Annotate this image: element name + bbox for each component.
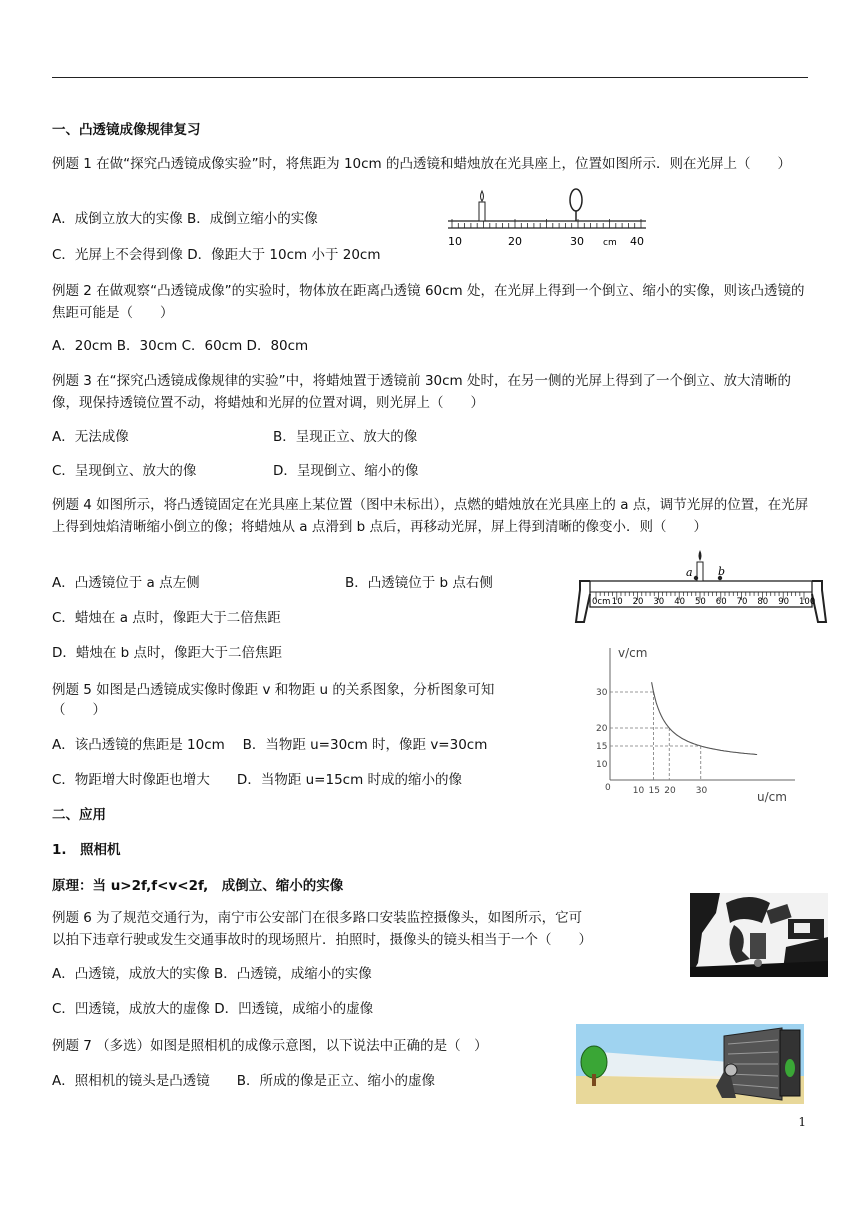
question-4-option-b: B．凸透镜位于 b 点右侧 — [345, 575, 493, 591]
bench-label: 40 — [674, 597, 686, 607]
point-b-label: b — [718, 565, 726, 578]
bench-label: 60 — [715, 597, 727, 607]
question-6-stem-cont: 以拍下违章行驶或发生交通事故时的现场照片．拍照时，摄像头的镜头相当于一个（ ） — [52, 932, 592, 948]
y-tick-label: 30 — [596, 688, 608, 698]
question-5-options-ab: A．该凸透镜的焦距是 10cm B．当物距 u=30cm 时，像距 v=30cm — [52, 737, 488, 753]
x-tick-label: 10 — [632, 786, 645, 796]
x-tick-label: 20 — [664, 786, 676, 796]
header-rule — [52, 77, 808, 78]
question-5-stem-bracket: （ ） — [52, 702, 106, 718]
question-1-stem: 例题 1 在做“探究凸透镜成像实验”时，将焦距为 10cm 的凸透镜和蜡烛放在光具座上，位置如图所示．则在光屏上（ ） — [52, 156, 791, 172]
x-axis-label: u/cm — [757, 790, 787, 804]
question-4-option-d: D．蜡烛在 b 点时，像距大于二倍焦距 — [52, 645, 283, 661]
question-3-option-d: D．呈现倒立、缩小的像 — [273, 463, 419, 479]
question-1-options-cd: C．光屏上不会得到像 D．像距大于 10cm 小于 20cm — [52, 247, 381, 263]
bench-label: 90 — [778, 597, 790, 607]
question-3-option-b: B．呈现正立、放大的像 — [273, 429, 418, 445]
bench-label: 30 — [653, 597, 665, 607]
ruler-tick-10: 10 — [448, 235, 462, 248]
bench-label: 100 — [799, 597, 816, 607]
optical-ruler-figure — [442, 188, 652, 254]
bench-label: 70 — [736, 597, 748, 607]
section-title-2: 二、应用 — [52, 807, 106, 823]
question-5-stem: 例题 5 如图是凸透镜成实像时像距 v 和物距 u 的关系图象，分析图象可知 — [52, 682, 495, 698]
x-tick-label: 15 — [648, 786, 660, 796]
question-3-option-c: C．呈现倒立、放大的像 — [52, 463, 197, 479]
bench-label: 10 — [611, 597, 623, 607]
question-4-option-c: C．蜡烛在 a 点时，像距大于二倍焦距 — [52, 610, 281, 626]
page-number: 1 — [798, 1115, 806, 1129]
question-1-options-ab: A．成倒立放大的实像 B．成倒立缩小的实像 — [52, 211, 318, 227]
y-tick-label: 10 — [596, 760, 608, 770]
bench-label: 80 — [757, 597, 769, 607]
principle-text: 原理：当 u>2f,f<v<2f, 成倒立、缩小的实像 — [52, 878, 344, 894]
ruler-tick-20: 20 — [508, 235, 522, 248]
v-u-curve — [652, 682, 758, 754]
point-a-label: a — [686, 566, 693, 579]
question-2-stem: 例题 2 在做观察“凸透镜成像”的实验时，物体放在距离凸透镜 60cm 处，在光屏上得到一个倒立、缩小的实像，则该凸透镜的焦距可能是（ ） — [52, 283, 805, 321]
question-2-options: A．20cm B．30cm C．60cm D．80cm — [52, 338, 309, 354]
section-title-1: 一、凸透镜成像规律复习 — [52, 122, 201, 138]
y-tick-label: 20 — [596, 724, 608, 734]
ruler-tick-30: 30 — [570, 235, 584, 248]
question-3-option-a: A．无法成像 — [52, 429, 129, 445]
bench-label: 20 — [632, 597, 644, 607]
y-axis-label: v/cm — [618, 646, 648, 660]
question-6-options-ab: A．凸透镜，成放大的实像 B．凸透镜，成缩小的实像 — [52, 966, 372, 982]
subsection-camera: 1. 照相机 — [52, 842, 121, 858]
question-4-option-a: A．凸透镜位于 a 点左侧 — [52, 575, 200, 591]
x-tick-label: 30 — [695, 786, 708, 796]
y-tick-label: 15 — [596, 742, 608, 752]
surveillance-camera-photo — [690, 893, 828, 977]
v-u-graph — [585, 640, 815, 810]
ruler-unit: cm — [603, 238, 617, 248]
question-4-stem: 例题 4 如图所示，将凸透镜固定在光具座上某位置（图中未标出），点燃的蜡烛放在光具座上的 a 点，调节光屏的位置，在光屏上得到烛焰清晰缩小倒立的像；将蜡烛从 a 点滑到 b 点后，再移动光屏，屏上得到清晰的像变小．则（ ） — [52, 497, 809, 535]
question-3-stem: 例题 3 在“探究凸透镜成像规律的实验”中，将蜡烛置于透镜前 30cm 处时，在另一侧的光屏上得到了一个倒立、放大清晰的像，现保持透镜位置不动，将蜡烛和光屏的位置对调，则光屏上（ ） — [52, 373, 791, 411]
question-7-stem: 例题 7 （多选）如图是照相机的成像示意图，以下说法中正确的是（ ） — [52, 1038, 488, 1054]
bench-label: 50 — [695, 597, 706, 607]
camera-imaging-diagram — [576, 1024, 804, 1104]
question-6-options-cd: C．凹透镜，成放大的虚像 D．凹透镜，成缩小的虚像 — [52, 1001, 374, 1017]
question-7-options-ab: A．照相机的镜头是凸透镜 B．所成的像是正立、缩小的虚像 — [52, 1073, 435, 1089]
question-6-stem: 例题 6 为了规范交通行为，南宁市公安部门在很多路口安装监控摄像头，如图所示，它可 — [52, 910, 583, 926]
question-5-options-cd: C．物距增大时像距也增大 D．当物距 u=15cm 时成的缩小的像 — [52, 772, 463, 788]
origin-label: 0 — [605, 783, 611, 793]
optical-bench-figure — [568, 548, 834, 628]
bench-label: 0cm — [592, 597, 611, 607]
ruler-tick-40: 40 — [630, 235, 644, 248]
